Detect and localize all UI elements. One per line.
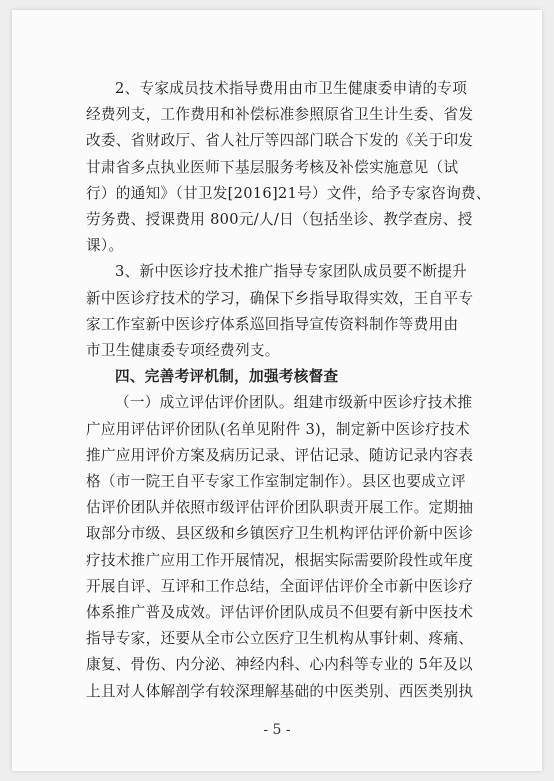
text-line: 改委、省财政厅、省人社厅等四部门联合下发的《关于印发	[86, 132, 474, 150]
text-line: 疗技术推广应用工作开展情况，根据实际需要阶段性或年度	[86, 551, 474, 569]
text-line: 劳务费、授课费用 800元/人/日（包括坐诊、教学查房、授	[86, 211, 473, 229]
text-line: 2、专家成员技术指导费用由市卫生健康委申请的专项	[115, 80, 468, 97]
text-line: 开展自评、互评和工作总结，全面评估评价全市新中医诊疗	[86, 577, 474, 595]
text-line: 格（市一院王自平专家工作室制定制作）。县区也要成立评	[86, 473, 466, 491]
text-line: 广应用评估评价团队(名单见附件 3)，制定新中医诊疗技术	[86, 420, 470, 438]
text-line: 家工作室新中医诊疗体系巡回指导宣传资料制作等费用由	[86, 315, 459, 333]
text-line: 课）。	[86, 237, 124, 255]
text-line: 3、新中医诊疗技术推广指导专家团队成员要不断提升	[115, 263, 468, 281]
text-line: 新中医诊疗技术的学习，确保下乡指导取得实效，王自平专	[86, 289, 474, 307]
text-line: 取部分市级、县区级和乡镇医疗卫生机构评估评价新中医诊	[86, 525, 474, 543]
document-page	[12, 10, 542, 771]
text-line: 指导专家，还要从全市公立医疗卫生机构从事针刺、疼痛、	[86, 630, 474, 648]
text-line: 甘肃省多点执业医师下基层服务考核及补偿实施意见（试	[86, 158, 459, 176]
section-heading: 四、完善考评机制，加强考核督查	[115, 368, 339, 386]
text-line: （一）成立评估评价团队。组建市级新中医诊疗技术推	[115, 394, 473, 412]
text-line: 经费列支，工作费用和补偿标准参照原省卫生计生委、省发	[86, 106, 474, 124]
document-body	[86, 76, 501, 705]
text-line: 推广应用评价方案及病历记录、评估记录、随访记录内容表	[86, 446, 474, 464]
text-line: 上且对人体解剖学有较深理解基础的中医类别、西医类别执	[86, 682, 474, 700]
text-line: 市卫生健康委专项经费列支。	[86, 342, 280, 360]
text-line: 康复、骨伤、内分泌、神经内科、心内科等专业的 5年及以	[86, 656, 473, 674]
text-line: 体系推广普及成效。评估评价团队成员不但要有新中医技术	[86, 604, 474, 622]
text-line: 估评价团队并依照市级评估评价团队职责开展工作。定期抽	[86, 499, 474, 517]
page-number: - 5 -	[263, 722, 291, 738]
text-line: 行）的通知》（甘卫发[2016]21号）文件，给予专家咨询费、	[86, 184, 491, 202]
